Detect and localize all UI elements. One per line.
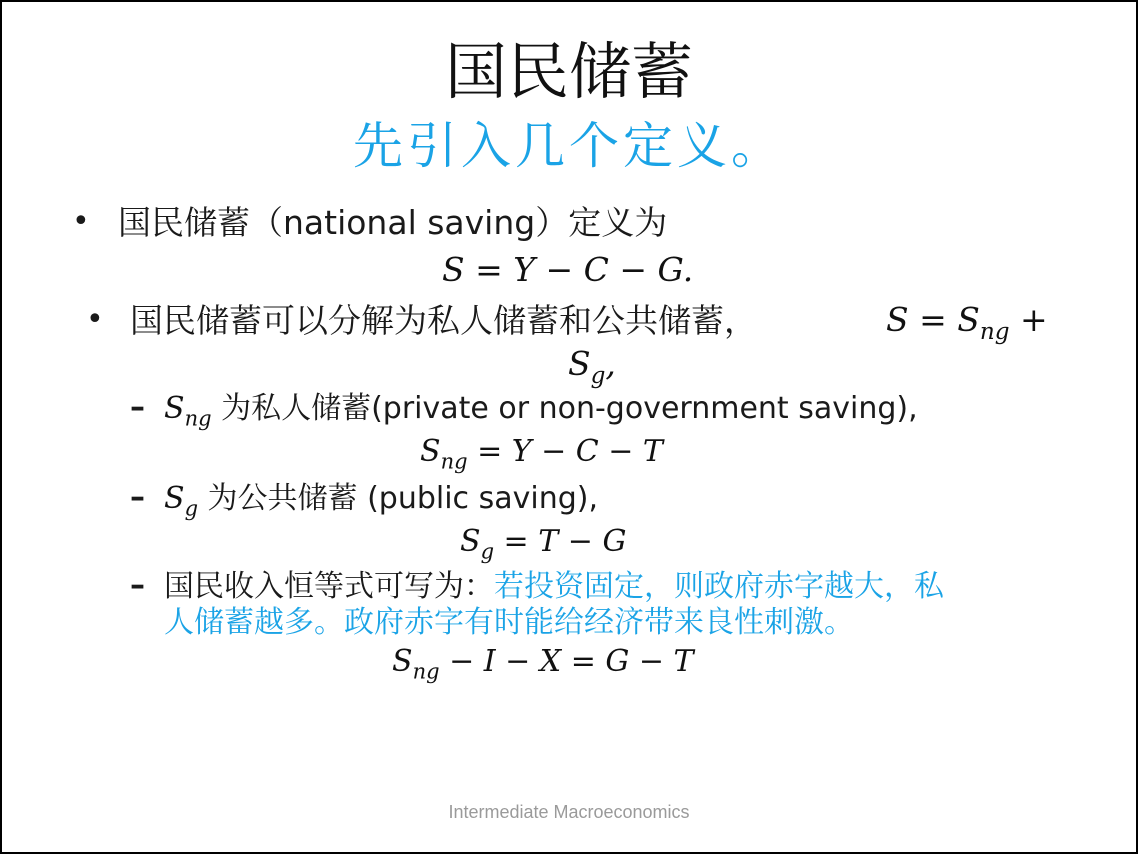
formula-tail: , <box>605 344 616 383</box>
sub-bullet-marker-1: – <box>130 390 145 425</box>
bullet-2-formula-cont <box>568 344 616 389</box>
formula-sub: ng <box>412 659 440 684</box>
sub-bullet-2-symbol <box>164 481 199 521</box>
sub-bullet-1-formula <box>420 434 663 473</box>
slide-footer: Intermediate Macroeconomics <box>448 802 690 822</box>
bullet-2-text: 国民储蓄可以分解为私人储蓄和公共储蓄， <box>130 301 757 340</box>
formula-plus: + <box>1009 300 1048 339</box>
formula-base: S <box>420 434 441 469</box>
sub-bullet-1-symbol <box>164 391 212 431</box>
sub-bullet-2-label: 为公共储蓄 (public saving), <box>198 481 598 516</box>
sym-base: S <box>164 481 185 516</box>
sym-base: S <box>164 391 185 426</box>
bullet-1-formula: S = Y − C − G. <box>442 250 694 289</box>
formula-sub: g <box>480 539 495 564</box>
bullet-2-formula <box>886 300 1048 345</box>
formula-rest: = T − G <box>494 524 627 559</box>
formula-rest: − I − X = G − T <box>439 644 694 679</box>
formula-base: S <box>392 644 413 679</box>
sub-bullet-3-label: 国民收入恒等式可写为： <box>164 569 494 604</box>
sym-sub: g <box>184 496 199 521</box>
slide-title: 国民储蓄 <box>444 35 693 108</box>
highlight-note-line-1: 若投资固定，则政府赤字越大，私 <box>494 569 944 604</box>
sym-sub: ng <box>184 406 212 431</box>
bullet-marker-1: • <box>72 204 90 239</box>
formula-sub: ng <box>440 449 468 474</box>
sub-bullet-1-label: 为私人储蓄(private or non-government saving), <box>211 391 918 426</box>
formula-s: S <box>886 300 909 339</box>
sub-bullet-1-text <box>164 390 918 437</box>
formula-sng-sub: ng <box>979 319 1010 346</box>
formula-sg-base: S <box>568 344 591 383</box>
highlight-note-line-2: 人储蓄越多。政府赤字有时能给经济带来良性刺激。 <box>164 605 854 640</box>
bullet-marker-2: • <box>86 302 104 337</box>
sub-bullet-2-formula <box>460 524 626 563</box>
sub-bullet-marker-3: – <box>130 568 145 603</box>
sub-bullet-marker-2: – <box>130 480 145 515</box>
sub-bullet-3-formula <box>392 644 694 683</box>
slide-subtitle: 先引入几个定义。 <box>353 117 785 175</box>
formula-sg-sub: g <box>590 363 606 390</box>
formula-sng-base: S <box>957 300 980 339</box>
bullet-1-text: 国民储蓄（national saving）定义为 <box>118 203 668 242</box>
formula-base: S <box>460 524 481 559</box>
formula-eq: = <box>908 300 958 339</box>
sub-bullet-3-text <box>164 568 944 606</box>
sub-bullet-2-text <box>164 480 598 527</box>
formula-rest: = Y − C − T <box>467 434 663 469</box>
